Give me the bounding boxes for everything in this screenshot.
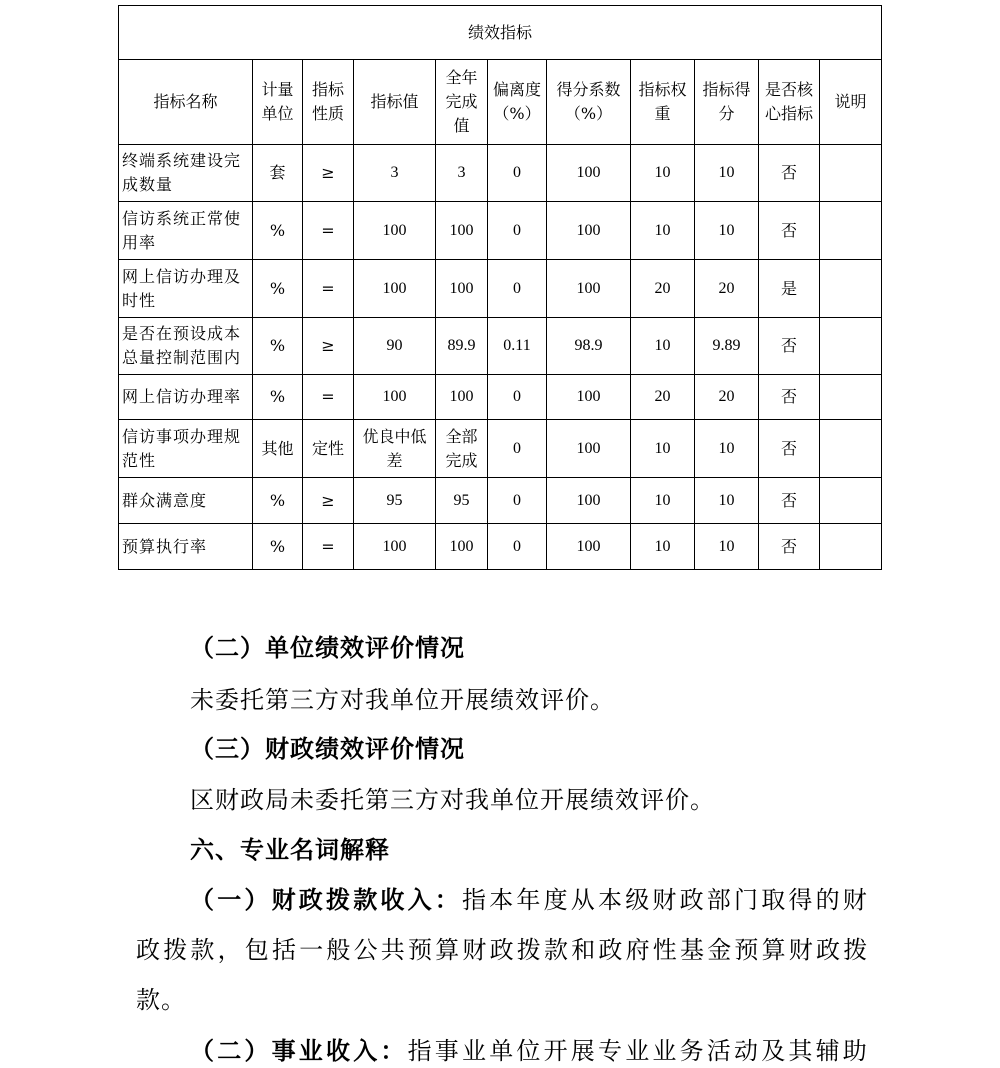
table-row <box>119 318 882 375</box>
table-cell: 20 <box>695 375 759 420</box>
table-cell: 100 <box>436 260 488 318</box>
indicator-name-cell: 网上信访办理及时性 <box>119 260 253 318</box>
indicator-name-cell: 信访事项办理规范性 <box>119 420 253 478</box>
table-cell: 0 <box>488 375 547 420</box>
table-cell: 否 <box>759 202 820 260</box>
table-cell <box>820 478 882 524</box>
section-heading-fiscal-eval: （三）财政绩效评价情况 <box>190 734 465 763</box>
table-cell: 100 <box>547 524 631 570</box>
table-row <box>119 375 882 420</box>
table-cell: 全部完成 <box>436 420 488 478</box>
table-cell: 否 <box>759 375 820 420</box>
table-cell: % <box>253 260 303 318</box>
table-cell: % <box>253 478 303 524</box>
table-cell: 100 <box>354 202 436 260</box>
table-cell: 10 <box>631 202 695 260</box>
term1-text-1: 指本年度从本级财政部门取得的财 <box>462 886 870 914</box>
table-cell: 100 <box>436 375 488 420</box>
table-cell: = <box>303 260 354 318</box>
table-cell: = <box>303 202 354 260</box>
table-cell: 0 <box>488 524 547 570</box>
table-row <box>119 260 882 318</box>
table-cell: 20 <box>631 375 695 420</box>
table-cell: 是 <box>759 260 820 318</box>
section-heading-unit-eval: （二）单位绩效评价情况 <box>190 633 465 662</box>
table-cell: % <box>253 375 303 420</box>
table-cell: 定性 <box>303 420 354 478</box>
term1-paragraph-line3: 款。 <box>136 986 186 1014</box>
term1-paragraph-line2: 政拨款，包括一般公共预算财政拨款和政府性基金预算财政拨 <box>136 936 871 964</box>
indicator-name-cell: 网上信访办理率 <box>119 375 253 420</box>
table-cell: 100 <box>354 375 436 420</box>
table-cell: 10 <box>695 145 759 202</box>
table-cell: 100 <box>547 420 631 478</box>
table-cell: 3 <box>354 145 436 202</box>
table-cell <box>820 260 882 318</box>
table-cell: 100 <box>354 260 436 318</box>
column-header: 指标权重 <box>631 60 695 145</box>
column-header: 计量单位 <box>253 60 303 145</box>
paragraph-unit-eval: 未委托第三方对我单位开展绩效评价。 <box>190 686 615 714</box>
table-row <box>119 478 882 524</box>
table-cell: 10 <box>631 420 695 478</box>
table-cell: 10 <box>631 145 695 202</box>
table-cell: 3 <box>436 145 488 202</box>
table-cell: 10 <box>631 318 695 375</box>
column-header: 得分系数（%） <box>547 60 631 145</box>
table-cell: 10 <box>695 202 759 260</box>
table-cell: 否 <box>759 524 820 570</box>
table-cell: ≥ <box>303 318 354 375</box>
table-cell: 0 <box>488 420 547 478</box>
column-header: 指标得分 <box>695 60 759 145</box>
table-cell: 否 <box>759 145 820 202</box>
table-cell: 20 <box>695 260 759 318</box>
table-cell: 10 <box>631 478 695 524</box>
table-cell: ≥ <box>303 478 354 524</box>
table-row <box>119 145 882 202</box>
table-cell: 否 <box>759 478 820 524</box>
table-cell: 100 <box>547 260 631 318</box>
table-cell: 否 <box>759 318 820 375</box>
table-cell: 10 <box>695 524 759 570</box>
table-cell <box>820 420 882 478</box>
term2-text-1: 指事业单位开展专业业务活动及其辅助 <box>407 1037 871 1065</box>
table-cell: 10 <box>695 478 759 524</box>
table-cell: 0 <box>488 202 547 260</box>
table-caption: 绩效指标 <box>119 6 882 60</box>
table-cell: 0 <box>488 478 547 524</box>
table-cell: 套 <box>253 145 303 202</box>
table-cell: 0 <box>488 260 547 318</box>
table-cell: 100 <box>354 524 436 570</box>
table-cell: 优良中低差 <box>354 420 436 478</box>
column-header: 是否核心指标 <box>759 60 820 145</box>
term2-paragraph-line1 <box>190 1036 870 1066</box>
table-cell: % <box>253 202 303 260</box>
table-cell <box>820 375 882 420</box>
table-cell: 100 <box>547 478 631 524</box>
table-cell: % <box>253 318 303 375</box>
table-cell: 100 <box>436 202 488 260</box>
table-cell: 其他 <box>253 420 303 478</box>
table-cell: 98.9 <box>547 318 631 375</box>
table-cell: % <box>253 524 303 570</box>
indicator-name-cell: 是否在预设成本总量控制范围内 <box>119 318 253 375</box>
table-row <box>119 202 882 260</box>
column-header: 全年完成值 <box>436 60 488 145</box>
term1-paragraph-line1 <box>190 885 870 915</box>
table-cell <box>820 202 882 260</box>
column-header: 指标性质 <box>303 60 354 145</box>
table-cell: 89.9 <box>436 318 488 375</box>
column-header: 偏离度（%） <box>488 60 547 145</box>
table-cell <box>820 524 882 570</box>
indicator-name-cell: 信访系统正常使用率 <box>119 202 253 260</box>
table-cell <box>820 145 882 202</box>
table-cell: 否 <box>759 420 820 478</box>
table-cell <box>820 318 882 375</box>
table-cell: 10 <box>631 524 695 570</box>
indicator-name-cell: 终端系统建设完成数量 <box>119 145 253 202</box>
indicator-name-cell: 预算执行率 <box>119 524 253 570</box>
table-cell: 95 <box>354 478 436 524</box>
table-row <box>119 420 882 478</box>
column-header: 指标名称 <box>119 60 253 145</box>
table-cell: 9.89 <box>695 318 759 375</box>
column-header: 指标值 <box>354 60 436 145</box>
table-cell: = <box>303 375 354 420</box>
term1-label: （一）财政拨款收入： <box>190 885 462 914</box>
section-heading-terms: 六、专业名词解释 <box>190 835 390 864</box>
table-cell: 0.11 <box>488 318 547 375</box>
indicator-name-cell: 群众满意度 <box>119 478 253 524</box>
column-header: 说明 <box>820 60 882 145</box>
performance-indicator-table <box>118 5 882 570</box>
table-cell: 100 <box>547 375 631 420</box>
table-cell: 10 <box>695 420 759 478</box>
table-cell: = <box>303 524 354 570</box>
table-cell: 20 <box>631 260 695 318</box>
table-cell: 95 <box>436 478 488 524</box>
table-cell: 100 <box>436 524 488 570</box>
table-cell: 100 <box>547 202 631 260</box>
term2-label: （二）事业收入： <box>190 1036 408 1065</box>
table-cell: 100 <box>547 145 631 202</box>
table-cell: 90 <box>354 318 436 375</box>
table-cell: 0 <box>488 145 547 202</box>
paragraph-fiscal-eval: 区财政局未委托第三方对我单位开展绩效评价。 <box>190 786 715 814</box>
table-cell: ≥ <box>303 145 354 202</box>
table-row <box>119 524 882 570</box>
